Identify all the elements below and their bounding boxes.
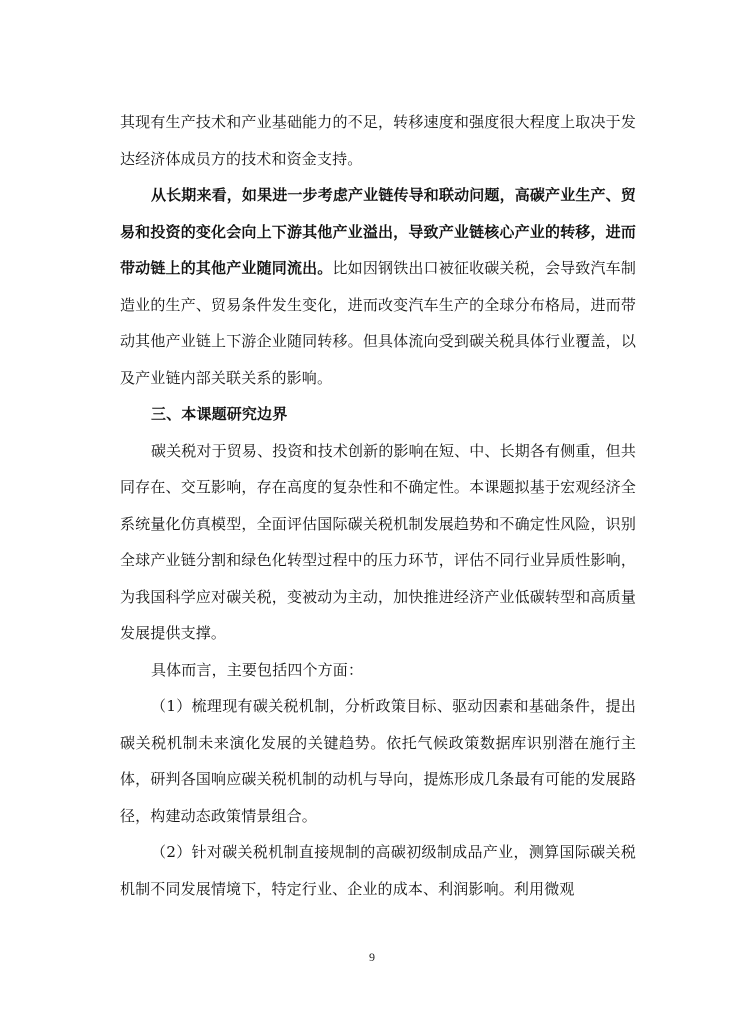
page-number: 9 <box>369 950 375 964</box>
paragraph-2-text: 比如因钢铁出口被征收碳关税，会导致汽车制造业的生产、贸易条件发生变化，进而改变汽车生产的全球分布格局，进而带动其他产业链上下游企业随同转移。但具体流向受到碳关税具体行业覆盖，以及产业链内部关联关系的影响。 <box>120 259 636 387</box>
paragraph-6: （2）针对碳关税机制直接规制的高碳初级制成品产业，测算国际碳关税机制不同发展情境下，特定行业、企业的成本、利润影响。利用微观 <box>120 843 636 898</box>
paragraph-2 <box>120 177 636 396</box>
paragraph-1: 其现有生产技术和产业基础能力的不足，转移速度和强度很大程度上取决于发达经济体成员方的技术和资金支持。 <box>120 113 636 168</box>
paragraph-4: 具体而言，主要包括四个方面： <box>151 660 364 679</box>
paragraph-5: （1）梳理现有碳关税机制，分析政策目标、驱动因素和基础条件，提出碳关税机制未来演化发展的关键趋势。依托气候政策数据库识别潜在施行主体，研判各国响应碳关税机制的动机与导向，提炼形成几条最有可能的发展路径，构建动态政策情景组合。 <box>120 697 636 825</box>
page-body <box>120 104 636 907</box>
section-heading: 三、本课题研究边界 <box>151 405 288 423</box>
paragraph-2-bold-lead: 从长期来看，如果进一步考虑产业链传导和联动问题，高碳产业生产、贸易和投资的变化会向上下游其他产业溢出，导致产业链核心产业的转移，进而带动链上的其他产业随同流出。 <box>120 186 636 277</box>
paragraph-3: 碳关税对于贸易、投资和技术创新的影响在短、中、长期各有侧重，但共同存在、交互影响，存在高度的复杂性和不确定性。本课题拟基于宏观经济全系统量化仿真模型，全面评估国际碳关税机制发展趋势和不确定性风险，识别全球产业链分割和绿色化转型过程中的压力环节，评估不同行业异质性影响，为我国科学应对碳关税，变被动为主动，加快推进经济产业低碳转型和高质量发展提供支撑。 <box>120 441 636 642</box>
